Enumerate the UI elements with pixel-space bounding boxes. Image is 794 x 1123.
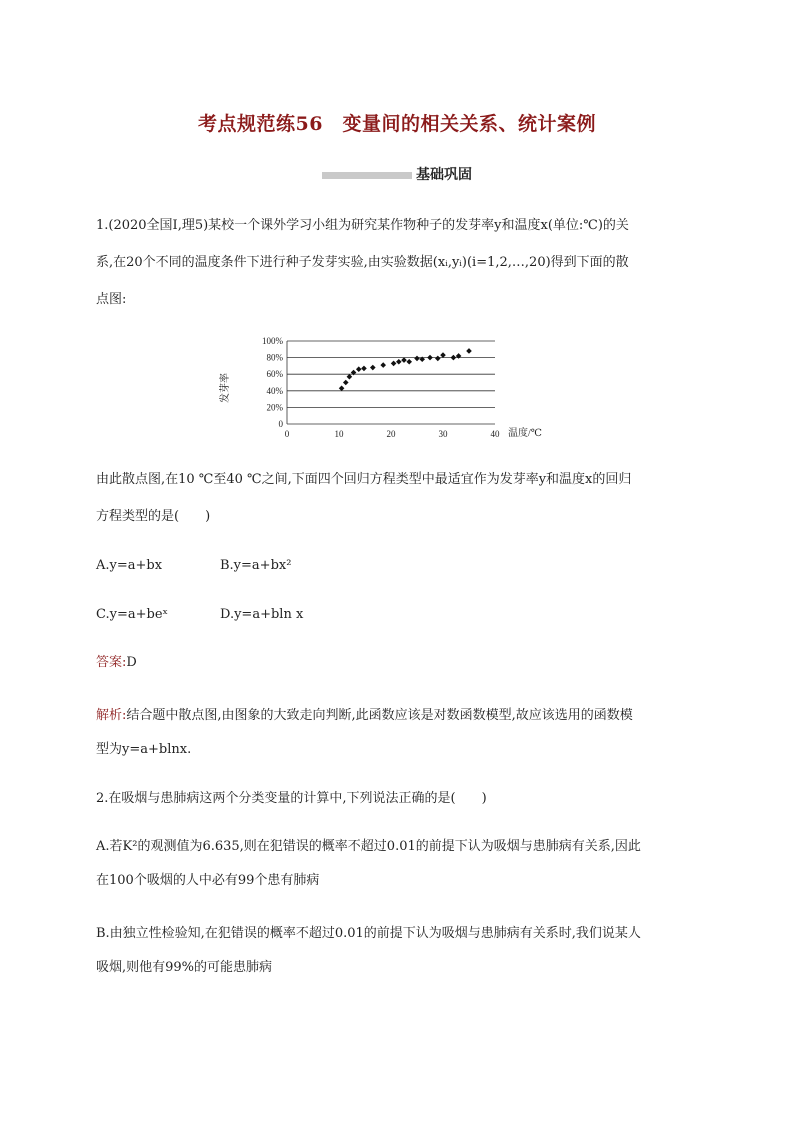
y-tick-label: 40%: [266, 385, 283, 396]
y-tick-label: 100%: [262, 336, 283, 346]
x-axis-label: 温度/℃: [508, 428, 542, 439]
data-point: [380, 362, 386, 368]
y-tick-label: 80%: [266, 352, 283, 363]
data-point: [401, 357, 407, 363]
data-point: [451, 355, 457, 361]
data-point: [435, 356, 441, 362]
x-tick-label: 10: [334, 429, 344, 439]
q2-option-a-line2: 在100个吸烟的人中必有99个患有肺病: [96, 873, 320, 888]
x-tick-label: 20: [386, 429, 396, 439]
data-point: [361, 366, 367, 372]
data-point: [396, 359, 402, 365]
data-point: [347, 374, 353, 380]
data-point: [466, 348, 472, 354]
data-point: [356, 366, 362, 372]
q2-option-b-line2: 吸烟,则他有99%的可能患肺病: [96, 960, 273, 975]
analysis-text-1: 结合题中散点图,由图象的大致走向判断,此函数应该是对数函数模型,故应该选用的函数模: [126, 708, 633, 723]
y-axis-label: 发芽率: [220, 373, 231, 403]
data-point: [414, 356, 420, 362]
page-title: 考点规范练56 变量间的相关关系、统计案例: [198, 113, 596, 135]
data-point: [406, 359, 412, 365]
q2-option-a-line1: A.若K²的观测值为6.635,则在犯错误的概率不超过0.01的前提下认为吸烟与患肺病有关系,因此: [96, 839, 641, 854]
analysis-label: 解析:: [96, 708, 127, 723]
y-tick-label: 20%: [266, 402, 283, 413]
x-tick-label: 30: [438, 429, 448, 439]
section-label: 基础巩固: [416, 167, 472, 183]
data-point: [370, 365, 376, 371]
q2-option-b-line1: B.由独立性检验知,在犯错误的概率不超过0.01的前提下认为吸烟与患肺病有关系时,我们说某人: [96, 926, 641, 941]
x-tick-label: 0: [284, 429, 290, 439]
option-d: D.y=a+bln x: [220, 607, 304, 622]
q1-line2: 系,在20个不同的温度条件下进行种子发芽实验,由实验数据(xᵢ,yᵢ)(i=1,2,…,20)得到下面的散: [96, 255, 629, 270]
section-bar: [322, 172, 412, 179]
data-point: [440, 352, 446, 358]
data-point: [343, 380, 349, 386]
x-tick-label: 40: [490, 429, 500, 439]
answer-label: 答案:: [96, 655, 127, 670]
q1-line1: 1.(2020全国Ⅰ,理5)某校一个课外学习小组为研究某作物种子的发芽率y和温度x(单位:℃)的关: [96, 218, 629, 233]
data-point: [391, 361, 397, 367]
q2-stem: 2.在吸烟与患肺病这两个分类变量的计算中,下列说法正确的是( ): [96, 791, 487, 806]
q1-line5: 方程类型的是( ): [96, 509, 211, 524]
y-tick-label: 0: [278, 419, 283, 429]
analysis-text-2: 型为y=a+blnx.: [96, 742, 192, 757]
answer-value: D: [126, 655, 137, 670]
option-a: A.y=a+bx: [96, 558, 163, 573]
option-c: C.y=a+beˣ: [96, 607, 169, 622]
scatter-chart: [220, 330, 560, 445]
q1-line3: 点图:: [96, 292, 127, 307]
data-point: [339, 386, 345, 392]
data-point: [427, 355, 433, 361]
q1-line4: 由此散点图,在10 ℃至40 ℃之间,下面四个回归方程类型中最适宜作为发芽率y和温度x的回归: [96, 472, 632, 487]
option-b: B.y=a+bx²: [220, 558, 292, 573]
y-tick-label: 60%: [266, 369, 283, 380]
